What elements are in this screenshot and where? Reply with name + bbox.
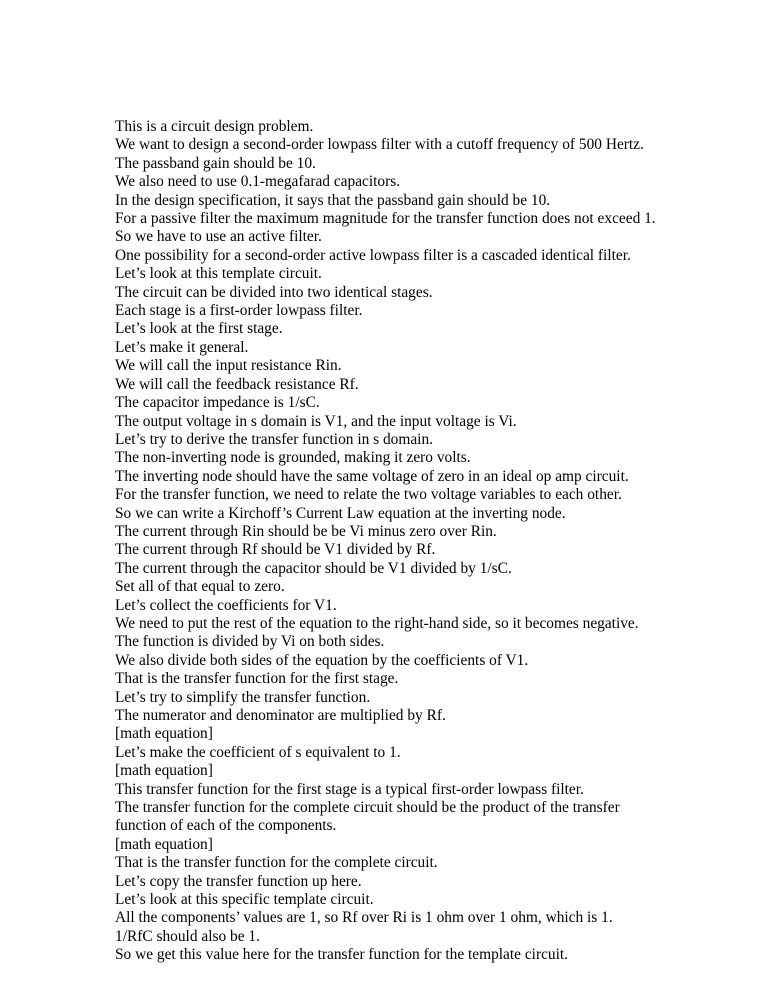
text-line: Let’s look at the first stage. [115,320,283,338]
math-placeholder: [math equation] [115,835,213,853]
text-line: Each stage is a first-order lowpass filter. [115,302,363,320]
text-line: In the design specification, it says that the passband gain should be 10. [115,191,551,209]
text-line: We need to put the rest of the equation to the right-hand side, so it becomes negative. [115,614,639,632]
text-line: The passband gain should be 10. [115,154,316,172]
text-line: The capacitor impedance is 1/sC. [115,394,320,412]
text-line: 1/RfC should also be 1. [115,927,260,945]
text-line: One possibility for a second-order active lowpass filter is a cascaded identical filter. [115,246,631,264]
text-line: The non-inverting node is grounded, making it zero volts. [115,449,471,467]
text-line: Let’s make it general. [115,338,249,356]
text-line: The current through the capacitor should be V1 divided by 1/sC. [115,559,512,577]
text-line: The current through Rin should be be Vi minus zero over Rin. [115,522,497,540]
text-line: Let’s look at this specific template circuit. [115,891,374,909]
text-line: Let’s look at this template circuit. [115,265,322,283]
text-line: Let’s copy the transfer function up here. [115,872,362,890]
text-line: For the transfer function, we need to relate the two voltage variables to each other. [115,486,622,504]
text-line: So we have to use an active filter. [115,228,322,246]
math-placeholder: [math equation] [115,725,213,743]
text-line: We want to design a second-order lowpass filter with a cutoff frequency of 500 Hertz. [115,136,644,154]
text-line: Let’s collect the coefficients for V1. [115,596,337,614]
text-line: The current through Rf should be V1 divided by Rf. [115,541,436,559]
text-line: We also need to use 0.1-megafarad capacitors. [115,173,401,191]
text-line: This transfer function for the first stage is a typical first-order lowpass filter. [115,780,584,798]
math-placeholder: [math equation] [115,762,213,780]
text-line: function of each of the components. [115,817,337,835]
text-line: We will call the feedback resistance Rf. [115,375,359,393]
text-line: So we get this value here for the transfer function for the template circuit. [115,946,569,964]
text-line: Let’s make the coefficient of s equivalent to 1. [115,743,401,761]
text-line: So we can write a Kirchoff’s Current Law equation at the inverting node. [115,504,566,522]
text-line: Set all of that equal to zero. [115,578,285,596]
text-line: For a passive filter the maximum magnitude for the transfer function does not exceed 1. [115,210,656,228]
text-line: The inverting node should have the same voltage of zero in an ideal op amp circuit. [115,467,629,485]
text-line: The function is divided by Vi on both sides. [115,633,385,651]
transcript-text [115,118,715,965]
text-line: The circuit can be divided into two identical stages. [115,283,433,301]
text-line: The output voltage in s domain is V1, and the input voltage is Vi. [115,412,517,430]
text-line: The numerator and denominator are multiplied by Rf. [115,707,446,724]
text-line: We will call the input resistance Rin. [115,357,342,375]
text-line: That is the transfer function for the complete circuit. [115,854,438,872]
text-line: Let’s try to derive the transfer function in s domain. [115,430,433,448]
text-line: That is the transfer function for the first stage. [115,670,399,688]
text-line: We also divide both sides of the equation by the coefficients of V1. [115,651,529,669]
text-line: This is a circuit design problem. [115,118,314,135]
text-line: Let’s try to simplify the transfer function. [115,688,371,706]
text-line: The transfer function for the complete circuit should be the product of the transfer [115,799,620,817]
text-line: All the components’ values are 1, so Rf over Ri is 1 ohm over 1 ohm, which is 1. [115,909,613,927]
